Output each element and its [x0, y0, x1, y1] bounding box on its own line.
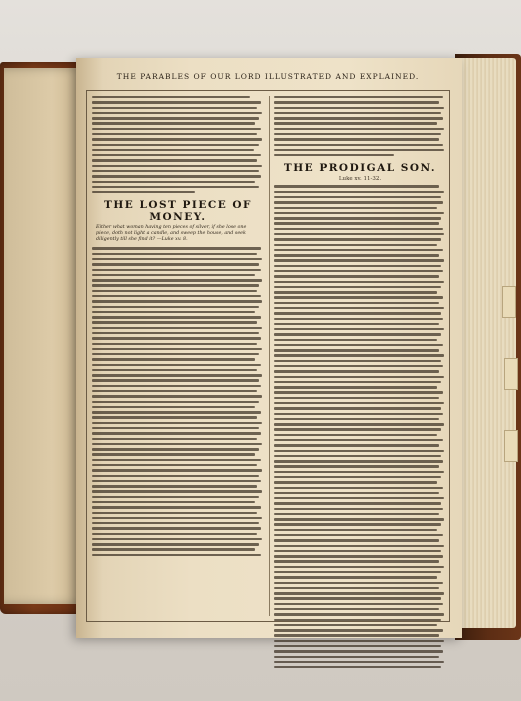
- text-line: [274, 444, 439, 446]
- text-line: [274, 423, 444, 425]
- text-line: [92, 112, 262, 114]
- text-line: [274, 112, 441, 114]
- text-line: [92, 533, 257, 535]
- text-line: [274, 391, 443, 393]
- text-line: [92, 464, 257, 466]
- text-line: [92, 469, 262, 471]
- text-line: [92, 133, 257, 135]
- section-epigraph: Either what woman having ten pieces of silver, if she lose one piece, doth not light a candle, and sweep the house, and seek diligently till she find it? —Luke xv. 8.: [96, 225, 247, 243]
- text-line: [274, 597, 441, 599]
- text-line: [274, 196, 441, 198]
- text-line: [92, 517, 262, 519]
- text-line: [274, 281, 444, 283]
- text-line: [92, 321, 257, 323]
- text-line: [92, 506, 261, 508]
- text-line: [274, 592, 444, 594]
- text-line: [274, 413, 443, 415]
- text-line: [274, 613, 444, 615]
- page-tab: [504, 430, 518, 462]
- text-line: [274, 434, 437, 436]
- text-line: [274, 624, 437, 626]
- text-line: [274, 323, 439, 325]
- text-line: [92, 411, 261, 413]
- text-line: [274, 545, 444, 547]
- text-line: [92, 358, 255, 360]
- text-line: [92, 274, 255, 276]
- text-line: [92, 186, 259, 188]
- text-line: [274, 397, 439, 399]
- text-line: [274, 296, 443, 298]
- text-line: [274, 497, 444, 499]
- text-line: [274, 476, 441, 478]
- text-line: [92, 501, 255, 503]
- text-line: [92, 538, 262, 540]
- page-edges: [458, 58, 516, 628]
- text-line: [274, 360, 441, 362]
- text-line: [274, 640, 444, 642]
- text-line: [274, 254, 439, 256]
- page-tab: [504, 358, 518, 390]
- text-line: [92, 427, 259, 429]
- text-line: [274, 481, 437, 483]
- left-text-column: [92, 96, 264, 556]
- text-line: [92, 295, 261, 297]
- text-line: [92, 490, 262, 492]
- text-line: [274, 386, 437, 388]
- text-line: [274, 370, 439, 372]
- text-line: [274, 513, 439, 515]
- paragraph-block: [92, 247, 264, 556]
- text-line: [274, 207, 437, 209]
- text-line: [274, 407, 441, 409]
- text-line: [92, 138, 262, 140]
- text-line: [274, 539, 439, 541]
- text-line: [92, 364, 261, 366]
- text-line: [274, 96, 443, 98]
- text-line: [274, 455, 441, 457]
- text-line: [92, 527, 261, 529]
- text-line: [274, 650, 443, 652]
- text-line: [274, 154, 394, 156]
- text-line: [274, 402, 444, 404]
- text-line: [92, 332, 259, 334]
- text-line: [92, 395, 262, 397]
- text-line: [274, 661, 444, 663]
- text-line: [92, 543, 259, 545]
- text-line: [92, 327, 262, 329]
- text-line: [92, 258, 262, 260]
- text-line: [92, 316, 261, 318]
- text-line: [274, 133, 441, 135]
- text-line: [274, 529, 437, 531]
- text-line: [92, 475, 259, 477]
- text-line: [274, 354, 444, 356]
- text-line: [274, 259, 444, 261]
- text-line: [274, 201, 443, 203]
- text-line: [274, 101, 439, 103]
- text-line: [274, 566, 444, 568]
- text-line: [92, 432, 261, 434]
- text-line: [92, 554, 261, 556]
- text-line: [274, 344, 443, 346]
- page-tab: [502, 286, 516, 318]
- text-line: [274, 349, 439, 351]
- text-line: [274, 117, 443, 119]
- text-line: [274, 122, 437, 124]
- paragraph-block: [274, 96, 446, 156]
- text-line: [274, 560, 439, 562]
- text-line: [92, 348, 262, 350]
- text-line: [92, 306, 259, 308]
- text-line: [92, 175, 261, 177]
- text-line: [274, 428, 441, 430]
- text-line: [92, 438, 257, 440]
- text-line: [274, 191, 444, 193]
- text-line: [274, 450, 444, 452]
- text-line: [274, 128, 444, 130]
- text-line: [274, 471, 444, 473]
- text-line: [92, 191, 195, 193]
- text-line: [274, 144, 443, 146]
- text-line: [92, 379, 259, 381]
- text-line: [92, 279, 262, 281]
- paragraph-block: [274, 185, 446, 668]
- text-line: [274, 550, 441, 552]
- text-line: [92, 154, 261, 156]
- text-line: [92, 459, 261, 461]
- text-line: [274, 376, 444, 378]
- text-line: [274, 318, 443, 320]
- text-line: [92, 300, 262, 302]
- text-line: [92, 284, 259, 286]
- text-line: [92, 247, 261, 249]
- text-line: [274, 555, 443, 557]
- text-line: [274, 634, 439, 636]
- left-page-curl: [4, 68, 84, 604]
- text-line: [274, 492, 439, 494]
- text-line: [92, 159, 257, 161]
- text-line: [92, 406, 255, 408]
- text-line: [274, 629, 443, 631]
- text-line: [274, 328, 444, 330]
- text-line: [92, 485, 257, 487]
- column-divider: [269, 96, 270, 616]
- text-line: [274, 381, 441, 383]
- text-line: [92, 144, 259, 146]
- text-line: [274, 275, 439, 277]
- text-line: [92, 369, 257, 371]
- text-line: [92, 107, 257, 109]
- scripture-reference: Luke xv. 11-32.: [338, 176, 382, 183]
- text-line: [274, 286, 441, 288]
- text-line: [92, 311, 255, 313]
- text-line: [92, 453, 255, 455]
- text-line: [274, 244, 437, 246]
- text-line: [274, 265, 441, 267]
- text-line: [274, 576, 437, 578]
- text-line: [92, 165, 262, 167]
- text-line: [92, 385, 261, 387]
- text-line: [274, 249, 443, 251]
- text-line: [274, 302, 439, 304]
- text-line: [92, 416, 257, 418]
- text-line: [92, 443, 262, 445]
- text-line: [92, 480, 261, 482]
- text-line: [274, 518, 444, 520]
- paragraph-block: [92, 96, 264, 193]
- text-line: [92, 496, 259, 498]
- text-line: [92, 353, 259, 355]
- text-line: [274, 587, 439, 589]
- text-line: [274, 582, 443, 584]
- text-line: [274, 238, 441, 240]
- text-line: [274, 571, 441, 573]
- text-line: [92, 263, 259, 265]
- text-line: [274, 217, 441, 219]
- text-line: [274, 312, 441, 314]
- text-line: [274, 333, 441, 335]
- text-line: [92, 128, 261, 130]
- text-line: [92, 422, 262, 424]
- text-line: [274, 228, 443, 230]
- text-line: [274, 149, 444, 151]
- book-page: [76, 58, 462, 638]
- text-line: [274, 418, 439, 420]
- text-line: [92, 290, 257, 292]
- text-line: [274, 222, 439, 224]
- text-line: [274, 138, 439, 140]
- text-line: [92, 170, 259, 172]
- text-line: [92, 253, 257, 255]
- text-line: [92, 548, 255, 550]
- text-line: [274, 666, 441, 668]
- text-line: [274, 608, 439, 610]
- text-line: [92, 374, 262, 376]
- text-line: [274, 487, 443, 489]
- section-title-prodigal-son: THE PRODIGAL SON.: [283, 162, 437, 175]
- text-line: [274, 645, 441, 647]
- text-line: [274, 339, 437, 341]
- running-header: THE PARABLES OF OUR LORD ILLUSTRATED AND EXPLAINED.: [116, 72, 420, 81]
- text-line: [274, 502, 441, 504]
- text-line: [92, 337, 261, 339]
- section-title-lost-piece: THE LOST PIECE OF MONEY.: [104, 199, 252, 224]
- text-line: [92, 122, 255, 124]
- text-line: [92, 101, 261, 103]
- text-line: [92, 269, 261, 271]
- text-line: [92, 512, 257, 514]
- text-line: [92, 96, 250, 98]
- text-line: [274, 212, 444, 214]
- text-line: [92, 343, 257, 345]
- text-line: [274, 656, 439, 658]
- text-line: [274, 534, 443, 536]
- text-line: [92, 181, 255, 183]
- text-line: [274, 523, 441, 525]
- text-line: [92, 390, 257, 392]
- right-text-column: [274, 96, 446, 668]
- text-line: [274, 270, 443, 272]
- text-line: [92, 401, 259, 403]
- text-line: [274, 439, 443, 441]
- text-line: [274, 365, 443, 367]
- text-line: [274, 460, 443, 462]
- text-line: [274, 619, 441, 621]
- text-line: [92, 522, 259, 524]
- text-line: [274, 508, 443, 510]
- text-line: [274, 307, 444, 309]
- text-line: [274, 291, 437, 293]
- text-line: [92, 448, 259, 450]
- text-line: [92, 149, 254, 151]
- text-line: [274, 233, 444, 235]
- text-line: [274, 107, 444, 109]
- text-line: [92, 117, 259, 119]
- text-line: [274, 465, 439, 467]
- text-line: [274, 185, 439, 187]
- text-line: [274, 603, 443, 605]
